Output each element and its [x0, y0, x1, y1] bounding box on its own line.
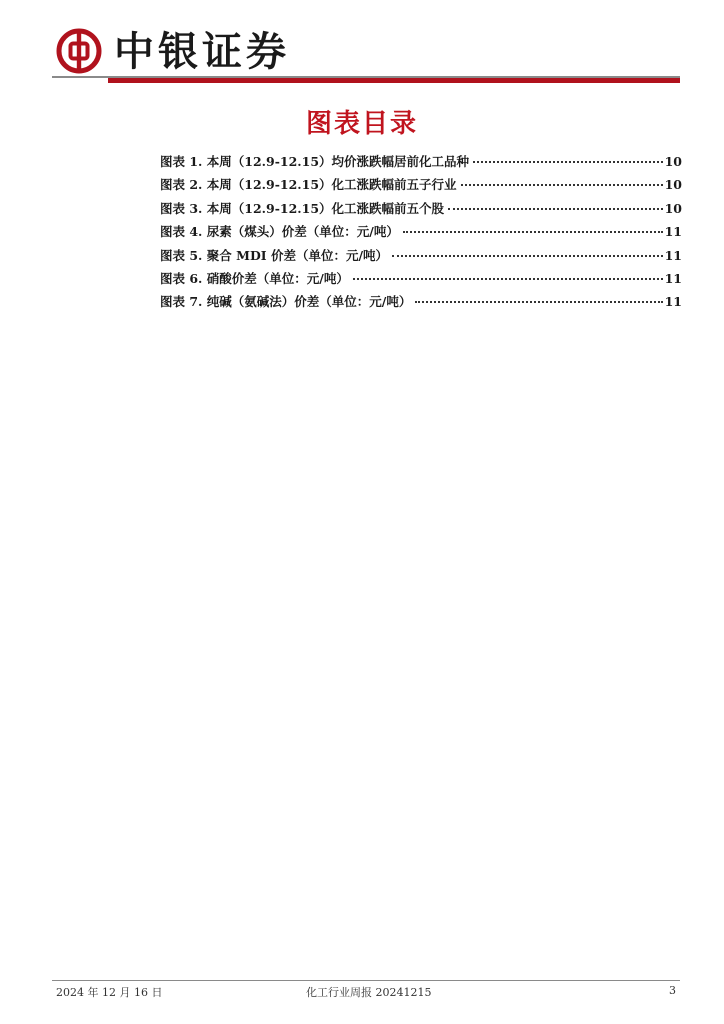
toc-item-page: 10	[664, 154, 682, 169]
toc-item-page: 11	[664, 294, 682, 310]
toc-item-page: 11	[664, 270, 682, 286]
toc-leader-dots	[415, 300, 662, 303]
toc-item-label: 图表 1. 本周（12.9-12.15）均价涨跌幅居前化工品种	[160, 154, 470, 169]
bank-of-china-logo-icon	[56, 28, 102, 74]
toc-item-label: 图表 3. 本周（12.9-12.15）化工涨跌幅前五个股	[160, 200, 445, 216]
toc-item-page: 10	[664, 200, 682, 216]
toc-leader-dots	[392, 254, 663, 257]
footer-date: 2024 年 12 月 16 日	[56, 986, 163, 999]
footer-page-number: 3	[669, 984, 676, 997]
toc-item-label: 图表 6. 硝酸价差（单位：元/吨）	[160, 270, 349, 286]
footer-divider	[52, 980, 680, 981]
toc-title: 图表目录	[305, 109, 418, 139]
toc-leader-dots	[448, 207, 663, 210]
toc-item-label: 图表 7. 纯碱（氨碱法）价差（单位：元/吨）	[160, 294, 412, 310]
toc-item[interactable]	[160, 292, 682, 315]
toc-item-page: 10	[664, 177, 682, 193]
header-divider-red	[108, 78, 680, 83]
toc-item-page: 11	[664, 224, 682, 240]
toc-list	[160, 152, 682, 316]
toc-leader-dots	[403, 230, 663, 233]
toc-item[interactable]	[160, 175, 682, 198]
toc-item[interactable]	[160, 152, 682, 175]
page-footer	[56, 984, 676, 1000]
page-header	[0, 0, 724, 90]
toc-item[interactable]	[160, 269, 682, 292]
toc-item-label: 图表 4. 尿素（煤头）价差（单位：元/吨）	[160, 224, 399, 240]
toc-item-page: 11	[664, 247, 682, 263]
toc-item-label: 图表 2. 本周（12.9-12.15）化工涨跌幅前五子行业	[160, 177, 457, 193]
brand-name: 中银证券	[114, 28, 290, 75]
toc-item-label: 图表 5. 聚合 MDI 价差（单位：元/吨）	[160, 247, 389, 263]
toc-leader-dots	[473, 160, 663, 163]
toc-item[interactable]	[160, 222, 682, 245]
footer-report-name: 化工行业周报 20241215	[306, 986, 432, 999]
toc-leader-dots	[461, 183, 663, 186]
toc-leader-dots	[353, 277, 663, 280]
toc-item[interactable]	[160, 199, 682, 222]
toc-item[interactable]	[160, 246, 682, 269]
